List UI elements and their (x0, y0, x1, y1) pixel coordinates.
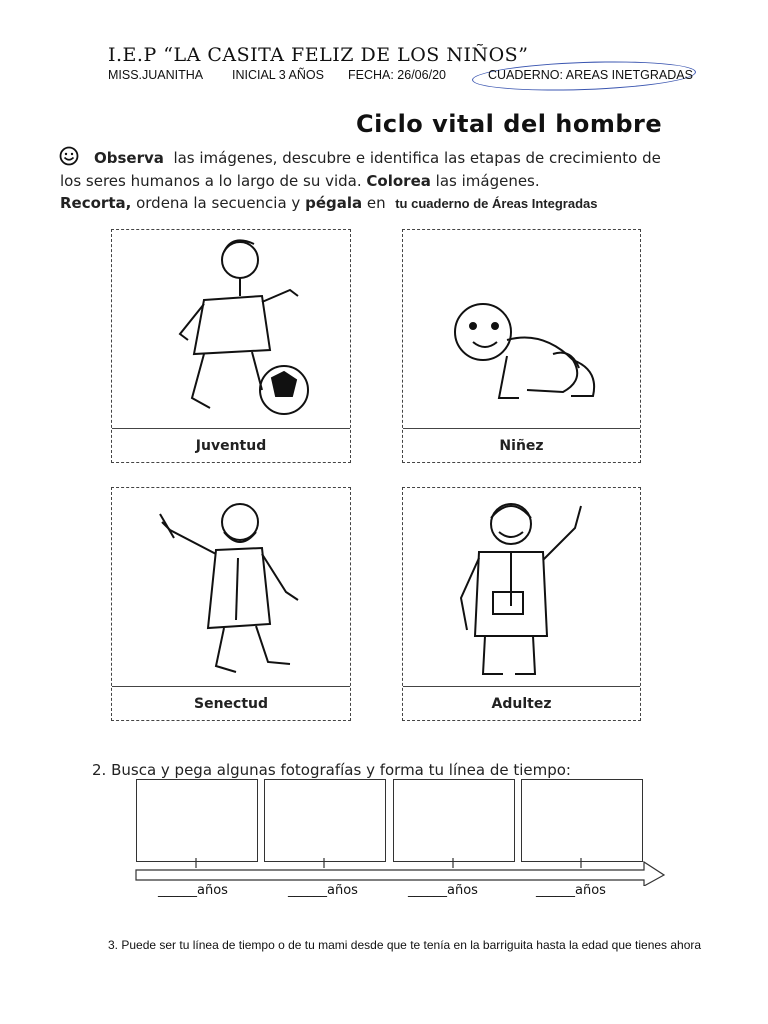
date-label: FECHA: 26/06/20 (348, 68, 446, 82)
instruction-line-1: Observa las imágenes, descubre e identifica las etapas de crecimiento de (94, 149, 661, 167)
photo-slot-3 (393, 779, 515, 862)
photo-slot-1 (136, 779, 258, 862)
crawling-baby-icon (403, 230, 642, 428)
years-blank-2: ______años (288, 883, 358, 898)
card-ninez (402, 229, 641, 463)
section-3-text: 3. Puede ser tu línea de tiempo o de tu mami desde que te tenía en la barriguita hasta la edad que tienes ahora (108, 938, 702, 952)
card-juventud (111, 229, 351, 463)
smiley-icon (59, 146, 79, 166)
school-name: I.E.P “LA CASITA FELIZ DE LOS NIÑOS” (108, 44, 529, 66)
instruction-line-3: Recorta, ordena la secuencia y pégala en tu cuaderno de Áreas Integradas (60, 194, 598, 212)
years-blank-4: ______años (536, 883, 606, 898)
teacher-name: MISS.JUANITHA (108, 68, 204, 82)
card-label: Senectud (112, 686, 350, 720)
card-label: Adultez (403, 686, 640, 720)
photo-slot-2 (264, 779, 386, 862)
card-label: Niñez (403, 428, 640, 462)
notebook-label: CUADERNO: AREAS INETGRADAS (488, 68, 693, 82)
boy-kicking-ball-icon (112, 230, 352, 428)
card-senectud (111, 487, 351, 721)
years-blank-1: ______años (158, 883, 228, 898)
elderly-man-with-cane-icon (112, 488, 352, 686)
photo-slot-4 (521, 779, 643, 862)
card-label: Juventud (112, 428, 350, 462)
grade-level: INICIAL 3 AÑOS (232, 68, 324, 82)
instruction-line-2: los seres humanos a lo largo de su vida. Colorea las imágenes. (60, 172, 540, 190)
page-title: Ciclo vital del hombre (356, 110, 663, 138)
timeline-arrow (134, 856, 668, 886)
adult-man-waving-icon (403, 488, 642, 686)
years-blank-3: ______años (408, 883, 478, 898)
timeline-prompt: 2. Busca y pega algunas fotografías y forma tu línea de tiempo: (92, 761, 571, 779)
card-adultez (402, 487, 641, 721)
